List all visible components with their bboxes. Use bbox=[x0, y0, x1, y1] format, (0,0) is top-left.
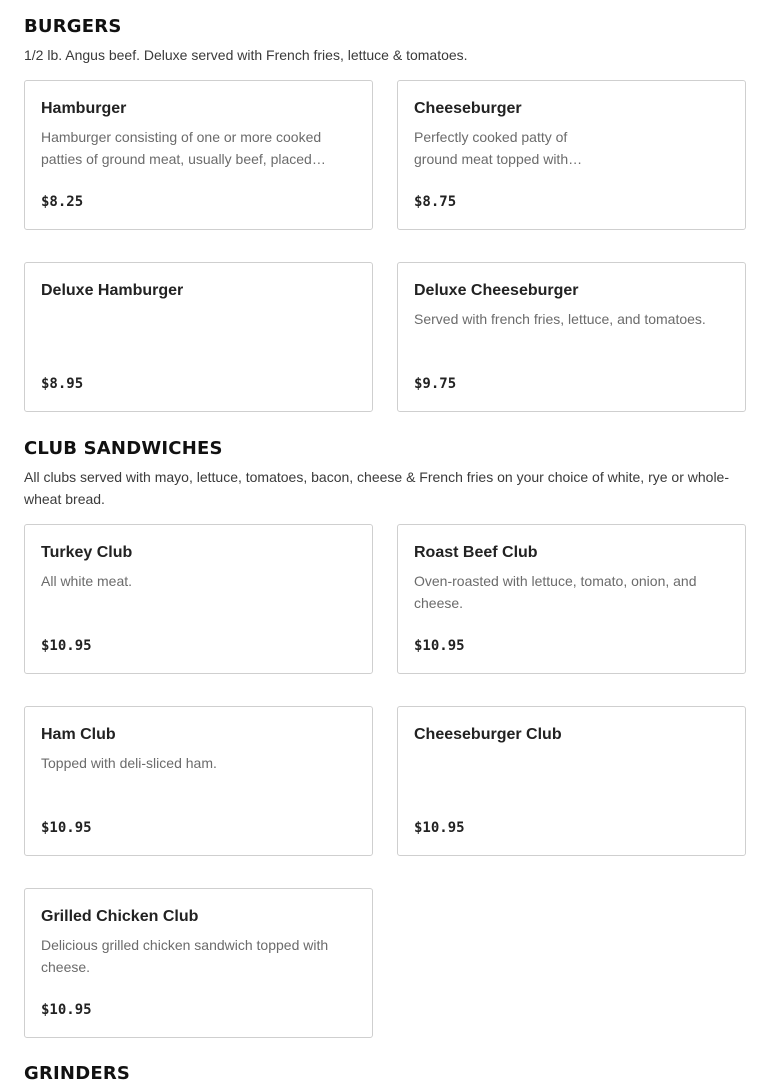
menu-item-price: $10.95 bbox=[41, 638, 92, 654]
menu-item-description: All white meat. bbox=[41, 573, 133, 589]
menu-item-card-ham-club[interactable] bbox=[24, 706, 373, 856]
menu-item-name: Roast Beef Club bbox=[414, 544, 538, 561]
menu-item-card-roast-beef-club[interactable] bbox=[397, 524, 746, 674]
menu-item-description: Delicious grilled chicken sandwich topped with cheese. bbox=[41, 937, 329, 975]
section-description: 1/2 lb. Angus beef. Deluxe served with French fries, lettuce & tomatoes. bbox=[24, 47, 468, 63]
menu-item-price: $9.75 bbox=[414, 376, 457, 392]
menu-item-name: Cheeseburger Club bbox=[414, 726, 562, 743]
menu-item-card-cheeseburger[interactable] bbox=[397, 80, 746, 230]
section-title: BURGERS bbox=[24, 16, 122, 37]
menu-item-card-hamburger[interactable] bbox=[24, 80, 373, 230]
menu-item-description: Perfectly cooked patty of ground meat topped with… bbox=[414, 129, 583, 167]
menu-item-name: Cheeseburger bbox=[414, 100, 522, 117]
menu-item-description: Oven-roasted with lettuce, tomato, onion, and cheese. bbox=[414, 573, 697, 611]
section-club-sandwiches bbox=[24, 438, 746, 510]
menu-item-name: Ham Club bbox=[41, 726, 116, 743]
menu-item-name: Grilled Chicken Club bbox=[41, 908, 199, 925]
menu-item-description: Served with french fries, lettuce, and tomatoes. bbox=[414, 311, 706, 327]
menu-item-description: Topped with deli-sliced ham. bbox=[41, 755, 217, 771]
menu-item-card-grilled-chicken-club[interactable] bbox=[24, 888, 373, 1038]
menu-item-price: $8.95 bbox=[41, 376, 84, 392]
menu-item-price: $8.75 bbox=[414, 194, 457, 210]
menu-item-price: $10.95 bbox=[41, 820, 92, 836]
menu-item-card-deluxe-cheeseburger[interactable] bbox=[397, 262, 746, 412]
menu-item-price: $10.95 bbox=[414, 638, 465, 654]
menu-item-card-turkey-club[interactable] bbox=[24, 524, 373, 674]
menu-item-price: $10.95 bbox=[414, 820, 465, 836]
menu-item-card-cheeseburger-club[interactable] bbox=[397, 706, 746, 856]
menu-item-name: Deluxe Cheeseburger bbox=[414, 282, 579, 299]
menu-item-price: $10.95 bbox=[41, 1002, 92, 1018]
menu-item-price: $8.25 bbox=[41, 194, 84, 210]
section-title: GRINDERS bbox=[24, 1063, 131, 1082]
section-title: CLUB SANDWICHES bbox=[24, 438, 223, 459]
menu-item-name: Turkey Club bbox=[41, 544, 133, 561]
section-description: All clubs served with mayo, lettuce, tomatoes, bacon, cheese & French fries on your choice of white, rye or whole-wheat bread. bbox=[24, 469, 729, 507]
menu-item-description: Hamburger consisting of one or more cooked patties of ground meat, usually beef, placed… bbox=[41, 129, 326, 167]
section-grinders bbox=[24, 1063, 746, 1082]
menu-item-name: Hamburger bbox=[41, 100, 127, 117]
menu-item-name: Deluxe Hamburger bbox=[41, 282, 184, 299]
menu-item-card-deluxe-hamburger[interactable] bbox=[24, 262, 373, 412]
section-burgers bbox=[24, 16, 746, 66]
